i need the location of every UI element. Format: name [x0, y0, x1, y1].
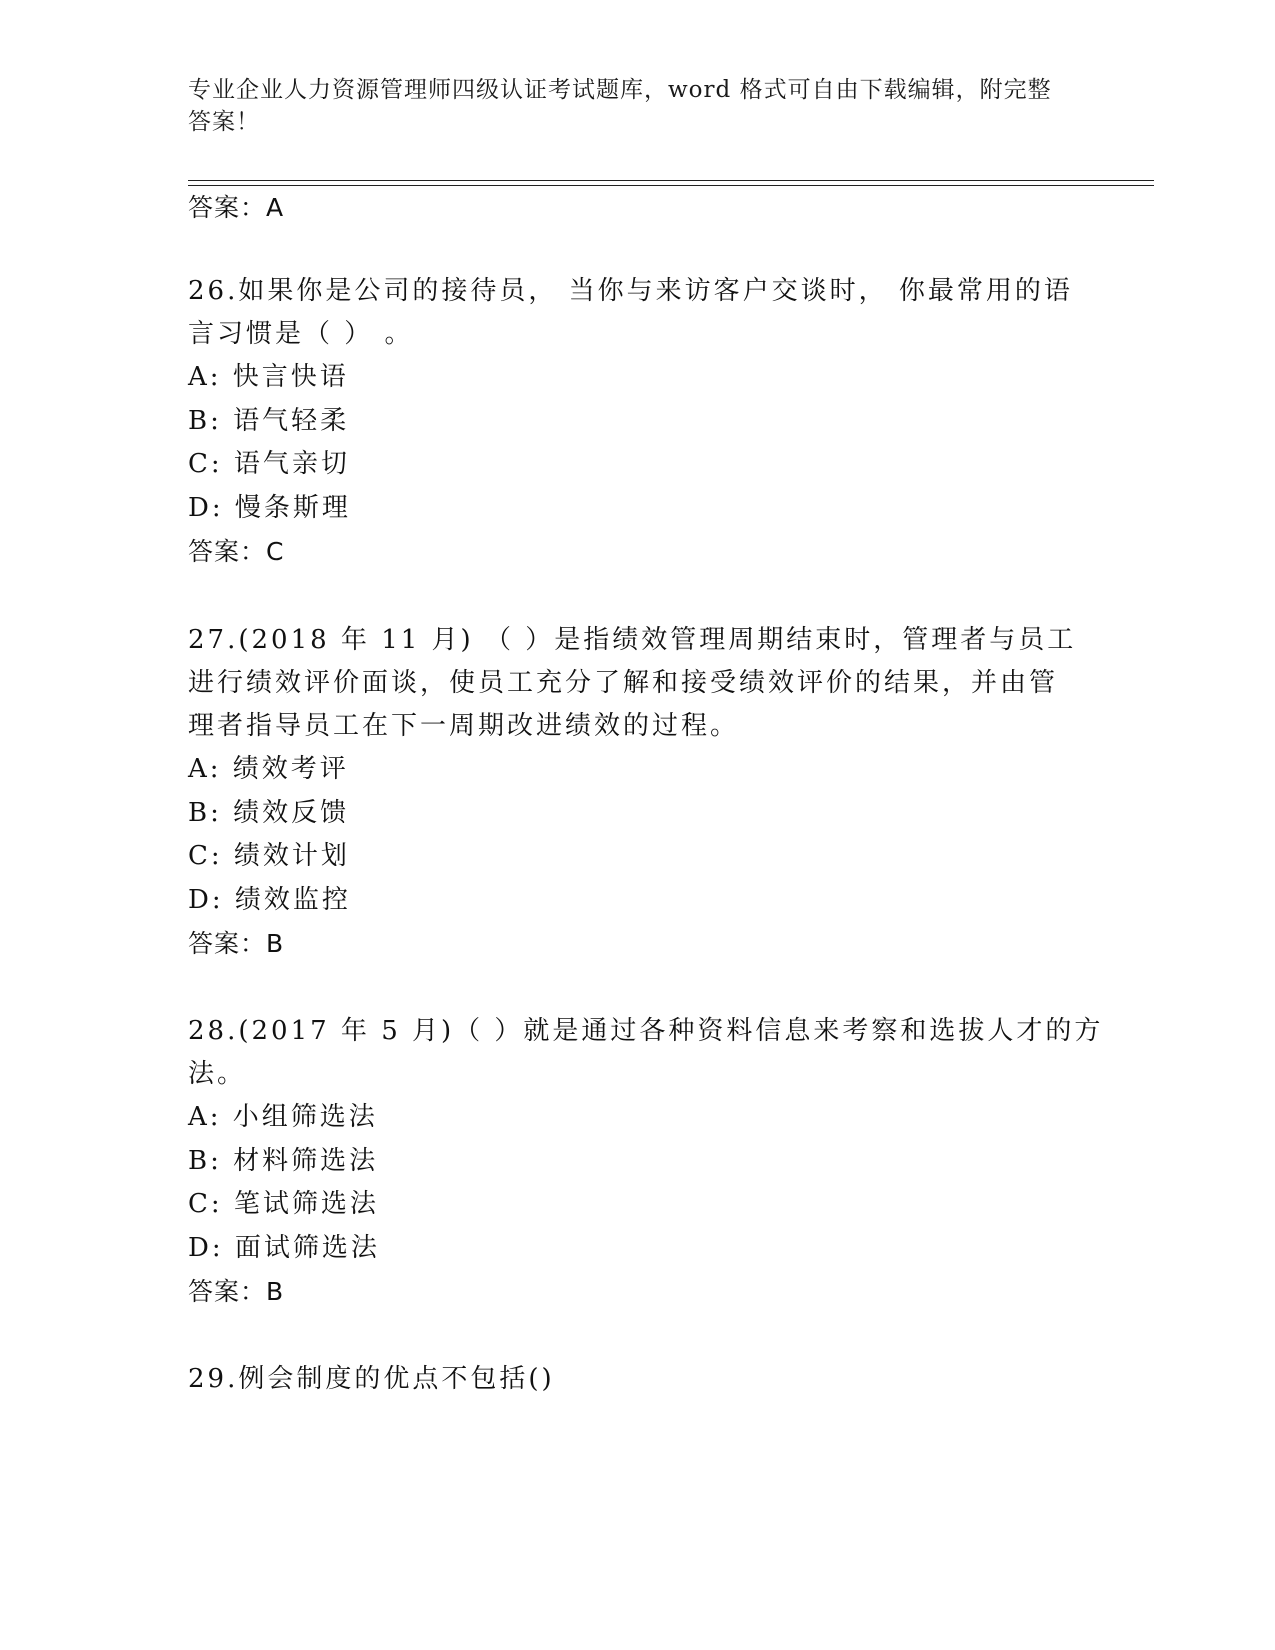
- question-26-option-d: D: 慢条斯理: [188, 493, 351, 523]
- header-divider: [188, 180, 1154, 181]
- question-27-option-a: A: 绩效考评: [188, 754, 349, 784]
- question-28-option-c: C: 笔试筛选法: [188, 1189, 379, 1219]
- question-27-option-c: C: 绩效计划: [188, 841, 350, 871]
- question-29-stem-line-1: 29.例会制度的优点不包括(): [188, 1364, 555, 1394]
- question-28-option-d: D: 面试筛选法: [188, 1233, 380, 1263]
- answer-25: 答案：A: [188, 193, 285, 222]
- page-header-text: 专业企业人力资源管理师四级认证考试题库，word 格式可自由下载编辑，附完整答案！: [188, 77, 1052, 135]
- question-26-option-a: A: 快言快语: [188, 362, 349, 392]
- question-27-option-b: B: 绩效反馈: [188, 798, 350, 828]
- question-26-stem-line-1: 26.如果你是公司的接待员， 当你与来访客户交谈时， 你最常用的语: [188, 276, 1073, 306]
- question-28-stem-line-2: 法。: [188, 1059, 247, 1089]
- question-26-stem-line-2: 言习惯是（ ） 。: [188, 319, 414, 349]
- question-27-stem-line-1: 27.(2018 年 11 月) （ ）是指绩效管理周期结束时，管理者与员工: [188, 625, 1077, 655]
- question-26-option-c: C: 语气亲切: [188, 449, 350, 479]
- question-27-stem-line-2: 进行绩效评价面谈，使员工充分了解和接受绩效评价的结果，并由管: [188, 668, 1059, 698]
- question-27-stem-line-3: 理者指导员工在下一周期改进绩效的过程。: [188, 711, 740, 741]
- question-28-option-a: A: 小组筛选法: [188, 1102, 378, 1132]
- answer-26: 答案：C: [188, 537, 285, 566]
- question-28-option-b: B: 材料筛选法: [188, 1146, 379, 1176]
- header-divider-double: [188, 185, 1154, 186]
- question-27-option-d: D: 绩效监控: [188, 885, 351, 915]
- answer-27: 答案：B: [188, 929, 285, 958]
- question-26-option-b: B: 语气轻柔: [188, 406, 350, 436]
- question-28-stem-line-1: 28.(2017 年 5 月)（ ）就是通过各种资料信息来考察和选拔人才的方: [188, 1016, 1104, 1046]
- answer-28: 答案：B: [188, 1277, 285, 1306]
